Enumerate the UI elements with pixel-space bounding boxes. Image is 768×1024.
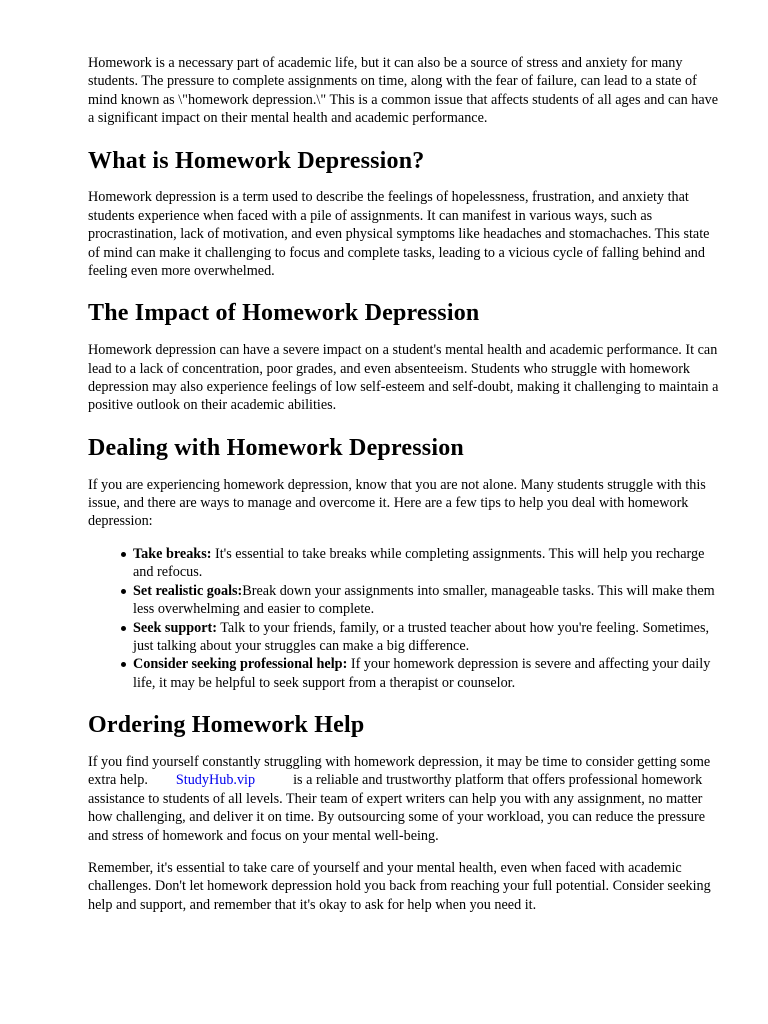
- paragraph-ordering-homework-help: [88, 753, 720, 845]
- heading-what-is-homework-depression: What is Homework Depression?: [88, 147, 425, 174]
- tip-professional-help-label: Consider seeking professional help:: [133, 656, 348, 673]
- heading-impact-of-homework-depression: The Impact of Homework Depression: [88, 300, 480, 327]
- tip-set-realistic-goals-text: Break down your assignments into smaller, manageable tasks. This will make them less overwhelming and easier to complete.: [133, 582, 715, 618]
- tips-list: [88, 545, 720, 692]
- tip-take-breaks-label: Take breaks:: [133, 545, 212, 562]
- tip-take-breaks-text: It's essential to take breaks while completing assignments. This will help you recharge and refocus.: [133, 545, 705, 581]
- studyhub-link[interactable]: StudyHub.vip: [175, 772, 256, 789]
- tip-take-breaks: [121, 545, 720, 582]
- tip-seek-support-label: Seek support:: [133, 619, 217, 636]
- intro-paragraph: Homework is a necessary part of academic life, but it can also be a source of stress and anxiety for many students. The pressure to complete assignments on time, along with the fear of failure, can lead to a state of mind known as \"homework depression.\" This is a common issue that affects students of all ages and can have a significant impact on their mental health and academic performance.: [88, 55, 719, 127]
- tip-set-realistic-goals: [121, 582, 720, 619]
- tip-seek-support-text: Talk to your friends, family, or a trusted teacher about how you're feeling. Sometimes, just talking about your struggles can make a big difference.: [133, 619, 710, 654]
- paragraph-impact-of-homework-depression: Homework depression can have a severe impact on a student's mental health and academic performance. It can lead to a lack of concentration, poor grades, and even absenteeism. Students who struggle with homework depression may also experience feelings of low self-esteem and self-doubt, making it challenging to maintain a positive outlook on their academic abilities.: [88, 342, 719, 414]
- tip-professional-help: [121, 655, 720, 692]
- heading-ordering-homework-help: Ordering Homework Help: [88, 712, 365, 739]
- tip-seek-support: [121, 619, 720, 656]
- closing-paragraph: Remember, it's essential to take care of yourself and your mental health, even when faced with academic challenges. Don't let homework depression hold you back from reaching your full potential. Consider seeking help and support, and remember that it's okay to ask for help when you need it.: [88, 859, 711, 913]
- ordering-text-after-link: is a reliable and trustworthy platform that offers professional homework assistance to students of all levels. Their team of expert writers can help you with any assignment, no matter how challenging, and deliver it on time. By outsourcing some of your workload, you can reduce the pressure and stress of homework and focus on your mental well-being.: [88, 772, 705, 844]
- tip-set-realistic-goals-label: Set realistic goals:: [133, 582, 243, 599]
- tip-professional-help-text: If your homework depression is severe and affecting your daily life, it may be helpful to seek support from a therapist or counselor.: [133, 656, 711, 691]
- ordering-text-before-link: If you find yourself constantly struggling with homework depression, it may be time to consider getting some extra help.: [88, 753, 711, 789]
- paragraph-dealing-with-homework-depression: If you are experiencing homework depression, know that you are not alone. Many students struggle with this issue, and there are ways to manage and overcome it. Here are a few tips to help you deal with homework depression:: [88, 476, 706, 530]
- paragraph-what-is-homework-depression: Homework depression is a term used to describe the feelings of hopelessness, frustration, and anxiety that students experience when faced with a pile of assignments. It can manifest in various ways, such as procrastination, lack of motivation, and even physical symptoms like headaches and stomachaches. This state of mind can make it challenging to focus and complete tasks, leading to a vicious cycle of falling behind and feeling even more overwhelmed.: [88, 189, 710, 280]
- heading-dealing-with-homework-depression: Dealing with Homework Depression: [88, 434, 464, 461]
